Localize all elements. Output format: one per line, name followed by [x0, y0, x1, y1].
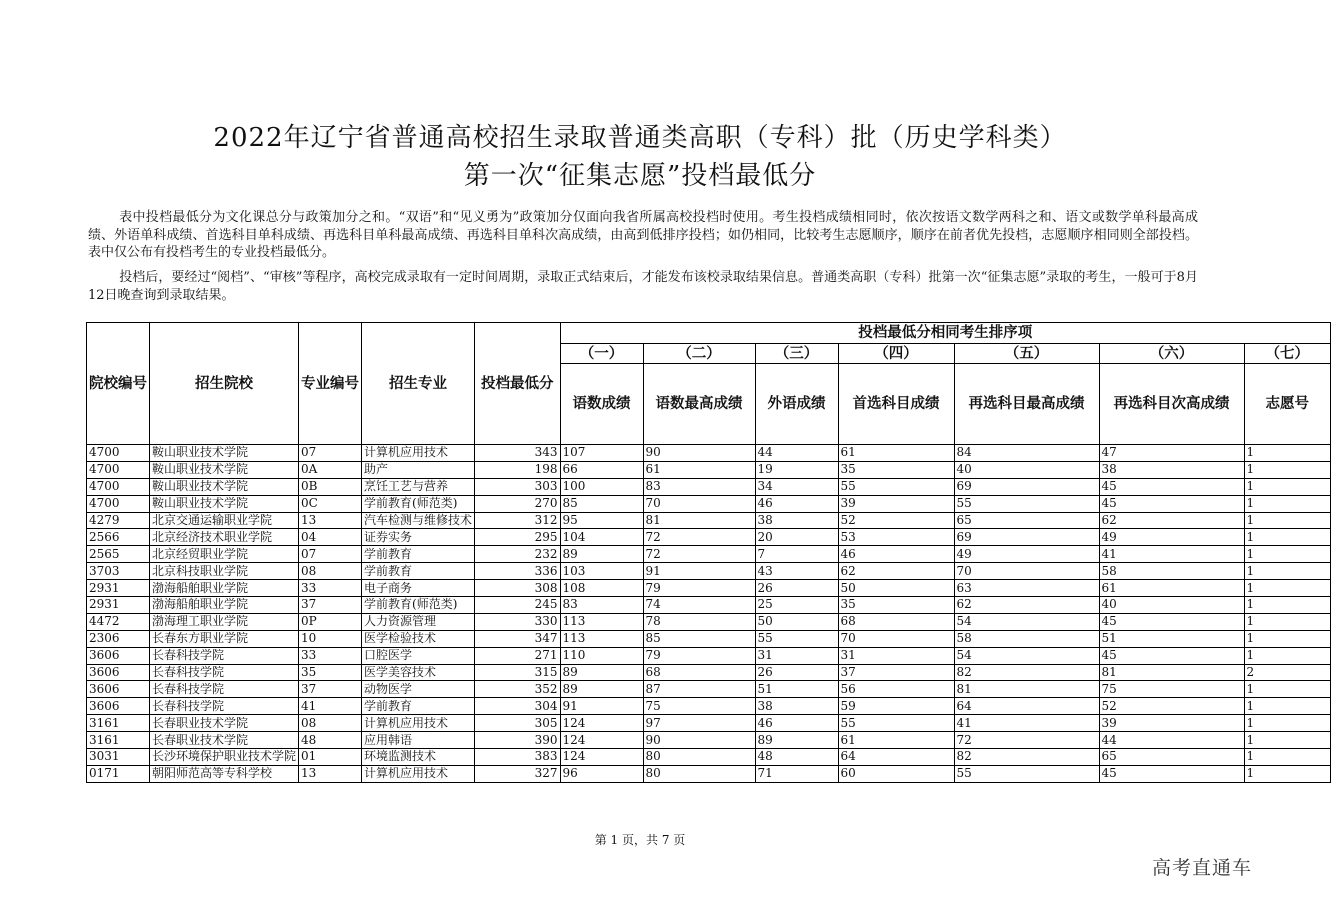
- table-cell: 1: [1244, 546, 1331, 563]
- table-cell: 82: [954, 749, 1099, 766]
- intro-paragraph-1: 表中投档最低分为文化课总分与政策加分之和。“双语”和“见义勇为”政策加分仅面向我省所属高校投档时使用。考生投档成绩相同时，依次按语文数学两科之和、语文或数学单科最高成绩、外语单科成绩、首选科目单科成绩、再选科目单科最高成绩、再选科目单科次高成绩，由高到低排序投档；如仍相同，比较考生志愿顺序，顺序在前者优先投档，志愿顺序相同则全部投档。表中仅公布有投档考生的专业投档最低分。: [88, 210, 1198, 260]
- table-row: [87, 732, 1331, 749]
- table-cell: 51: [1099, 630, 1244, 647]
- table-cell: 2565: [87, 546, 150, 563]
- header-label-6: 再选科目次高成绩: [1099, 364, 1244, 445]
- table-cell: 01: [299, 749, 362, 766]
- table-cell: 26: [755, 580, 838, 597]
- table-cell: 383: [475, 749, 561, 766]
- table-cell: 79: [643, 647, 755, 664]
- table-cell: 65: [954, 512, 1099, 529]
- table-cell: 医学美容技术: [362, 664, 475, 681]
- table-cell: 81: [1099, 664, 1244, 681]
- table-cell: 64: [838, 749, 954, 766]
- table-row: [87, 630, 1331, 647]
- table-cell: 308: [475, 580, 561, 597]
- table-cell: 人力资源管理: [362, 613, 475, 630]
- table-cell: 81: [954, 681, 1099, 698]
- table-cell: 1: [1244, 765, 1331, 782]
- table-cell: 33: [299, 580, 362, 597]
- table-cell: 69: [954, 478, 1099, 495]
- table-cell: 97: [643, 715, 755, 732]
- table-cell: 35: [838, 461, 954, 478]
- table-cell: 45: [1099, 765, 1244, 782]
- table-cell: 1: [1244, 495, 1331, 512]
- table-cell: 医学检验技术: [362, 630, 475, 647]
- table-cell: 89: [755, 732, 838, 749]
- table-cell: 渤海船舶职业学院: [150, 597, 299, 614]
- table-cell: 08: [299, 715, 362, 732]
- table-cell: 10: [299, 630, 362, 647]
- table-cell: 41: [954, 715, 1099, 732]
- table-cell: 104: [560, 529, 643, 546]
- table-cell: 计算机应用技术: [362, 715, 475, 732]
- table-cell: 66: [560, 461, 643, 478]
- table-cell: 口腔医学: [362, 647, 475, 664]
- table-cell: 0B: [299, 478, 362, 495]
- table-cell: 学前教育: [362, 698, 475, 715]
- table-cell: 61: [1099, 580, 1244, 597]
- table-cell: 08: [299, 563, 362, 580]
- table-cell: 305: [475, 715, 561, 732]
- table-cell: 1: [1244, 478, 1331, 495]
- table-cell: 计算机应用技术: [362, 765, 475, 782]
- table-cell: 4700: [87, 495, 150, 512]
- table-cell: 0C: [299, 495, 362, 512]
- header-school: 招生院校: [150, 323, 299, 445]
- table-cell: 75: [1099, 681, 1244, 698]
- table-cell: 74: [643, 597, 755, 614]
- table-cell: 59: [838, 698, 954, 715]
- table-cell: 90: [643, 445, 755, 462]
- table-cell: 52: [838, 512, 954, 529]
- table-cell: 北京交通运输职业学院: [150, 512, 299, 529]
- table-cell: 41: [1099, 546, 1244, 563]
- header-label-7: 志愿号: [1244, 364, 1331, 445]
- table-cell: 44: [755, 445, 838, 462]
- header-major-code: 专业编号: [299, 323, 362, 445]
- header-label-5: 再选科目最高成绩: [954, 364, 1099, 445]
- table-row: [87, 698, 1331, 715]
- table-cell: 学前教育: [362, 563, 475, 580]
- table-cell: 长春东方职业学院: [150, 630, 299, 647]
- table-cell: 54: [954, 613, 1099, 630]
- table-cell: 110: [560, 647, 643, 664]
- table-row: [87, 613, 1331, 630]
- table-cell: 295: [475, 529, 561, 546]
- table-cell: 89: [560, 664, 643, 681]
- table-cell: 2566: [87, 529, 150, 546]
- table-cell: 107: [560, 445, 643, 462]
- table-cell: 4700: [87, 461, 150, 478]
- header-num-7: （七）: [1244, 344, 1331, 364]
- table-cell: 07: [299, 546, 362, 563]
- table-cell: 应用韩语: [362, 732, 475, 749]
- table-cell: 学前教育(师范类): [362, 495, 475, 512]
- table-cell: 113: [560, 630, 643, 647]
- table-cell: 45: [1099, 495, 1244, 512]
- table-cell: 54: [954, 647, 1099, 664]
- table-cell: 1: [1244, 597, 1331, 614]
- table-cell: 72: [954, 732, 1099, 749]
- table-row: [87, 512, 1331, 529]
- table-cell: 245: [475, 597, 561, 614]
- table-cell: 1: [1244, 613, 1331, 630]
- table-cell: 80: [643, 749, 755, 766]
- table-cell: 3703: [87, 563, 150, 580]
- table-cell: 50: [755, 613, 838, 630]
- table-cell: 1: [1244, 749, 1331, 766]
- table-cell: 1: [1244, 732, 1331, 749]
- table-cell: 89: [560, 681, 643, 698]
- table-cell: 61: [643, 461, 755, 478]
- table-cell: 38: [755, 512, 838, 529]
- table-row: [87, 580, 1331, 597]
- header-school-code: 院校编号: [87, 323, 150, 445]
- header-major: 招生专业: [362, 323, 475, 445]
- document-title-line-1: 2022年辽宁省普通高校招生录取普通类高职（专科）批（历史学科类）: [213, 123, 1067, 153]
- table-row: [87, 529, 1331, 546]
- table-cell: 长沙环境保护职业技术学院: [150, 749, 299, 766]
- table-cell: 85: [560, 495, 643, 512]
- table-cell: 13: [299, 512, 362, 529]
- table-row: [87, 664, 1331, 681]
- table-cell: 64: [954, 698, 1099, 715]
- table-cell: 3161: [87, 715, 150, 732]
- table-cell: 长春科技学院: [150, 647, 299, 664]
- document-title-line-2: 第一次“征集志愿”投档最低分: [463, 161, 817, 191]
- table-cell: 46: [755, 715, 838, 732]
- table-cell: 270: [475, 495, 561, 512]
- table-cell: 0171: [87, 765, 150, 782]
- table-cell: 电子商务: [362, 580, 475, 597]
- table-cell: 38: [755, 698, 838, 715]
- table-cell: 312: [475, 512, 561, 529]
- table-cell: 39: [838, 495, 954, 512]
- table-cell: 1: [1244, 715, 1331, 732]
- table-cell: 47: [1099, 445, 1244, 462]
- table-cell: 60: [838, 765, 954, 782]
- table-cell: 78: [643, 613, 755, 630]
- table-cell: 37: [299, 597, 362, 614]
- table-cell: 渤海理工职业学院: [150, 613, 299, 630]
- table-cell: 327: [475, 765, 561, 782]
- table-cell: 232: [475, 546, 561, 563]
- table-cell: 56: [838, 681, 954, 698]
- table-cell: 北京经济技术职业学院: [150, 529, 299, 546]
- table-cell: 3606: [87, 647, 150, 664]
- table-cell: 渤海船舶职业学院: [150, 580, 299, 597]
- table-cell: 83: [643, 478, 755, 495]
- table-cell: 1: [1244, 580, 1331, 597]
- table-cell: 352: [475, 681, 561, 698]
- table-cell: 55: [954, 495, 1099, 512]
- table-cell: 鞍山职业技术学院: [150, 461, 299, 478]
- table-cell: 25: [755, 597, 838, 614]
- header-num-3: （三）: [755, 344, 838, 364]
- table-cell: 85: [643, 630, 755, 647]
- table-cell: 1: [1244, 529, 1331, 546]
- table-cell: 41: [299, 698, 362, 715]
- table-cell: 2931: [87, 580, 150, 597]
- table-cell: 学前教育: [362, 546, 475, 563]
- table-cell: 1: [1244, 630, 1331, 647]
- table-cell: 1: [1244, 563, 1331, 580]
- table-cell: 汽车检测与维修技术: [362, 512, 475, 529]
- table-cell: 70: [643, 495, 755, 512]
- score-table: [86, 322, 1331, 783]
- table-cell: 75: [643, 698, 755, 715]
- table-cell: 07: [299, 445, 362, 462]
- header-ranking-group: 投档最低分相同考生排序项: [560, 323, 1331, 344]
- table-cell: 44: [1099, 732, 1244, 749]
- table-cell: 100: [560, 478, 643, 495]
- table-cell: 学前教育(师范类): [362, 597, 475, 614]
- table-cell: 124: [560, 732, 643, 749]
- table-cell: 40: [1099, 597, 1244, 614]
- header-num-5: （五）: [954, 344, 1099, 364]
- table-cell: 1: [1244, 698, 1331, 715]
- table-row: [87, 647, 1331, 664]
- table-cell: 70: [838, 630, 954, 647]
- table-row: [87, 681, 1331, 698]
- watermark: 高考直通车: [1151, 857, 1252, 879]
- header-num-4: （四）: [838, 344, 954, 364]
- table-cell: 4279: [87, 512, 150, 529]
- table-cell: 390: [475, 732, 561, 749]
- header-label-1: 语数成绩: [560, 364, 643, 445]
- table-cell: 35: [299, 664, 362, 681]
- table-cell: 朝阳师范高等专科学校: [150, 765, 299, 782]
- table-cell: 52: [1099, 698, 1244, 715]
- table-cell: 2931: [87, 597, 150, 614]
- table-cell: 鞍山职业技术学院: [150, 478, 299, 495]
- table-cell: 0A: [299, 461, 362, 478]
- table-cell: 35: [838, 597, 954, 614]
- table-cell: 91: [643, 563, 755, 580]
- table-cell: 71: [755, 765, 838, 782]
- table-cell: 19: [755, 461, 838, 478]
- table-cell: 124: [560, 715, 643, 732]
- table-cell: 271: [475, 647, 561, 664]
- table-cell: 68: [643, 664, 755, 681]
- table-cell: 90: [643, 732, 755, 749]
- table-cell: 33: [299, 647, 362, 664]
- table-cell: 0P: [299, 613, 362, 630]
- table-cell: 证券实务: [362, 529, 475, 546]
- table-cell: 51: [755, 681, 838, 698]
- table-cell: 103: [560, 563, 643, 580]
- table-cell: 38: [1099, 461, 1244, 478]
- table-cell: 长春职业技术学院: [150, 732, 299, 749]
- header-label-3: 外语成绩: [755, 364, 838, 445]
- table-cell: 81: [643, 512, 755, 529]
- intro-paragraph-2: 投档后，要经过“阅档”、“审核”等程序，高校完成录取有一定时间周期，录取正式结束后，才能发布该校录取结果信息。普通类高职（专科）批第一次“征集志愿”录取的考生，一般可于8月12日晚查询到录取结果。: [88, 270, 1198, 303]
- table-cell: 69: [954, 529, 1099, 546]
- table-row: [87, 765, 1331, 782]
- table-row: [87, 546, 1331, 563]
- table-cell: 50: [838, 580, 954, 597]
- table-row: [87, 563, 1331, 580]
- table-cell: 鞍山职业技术学院: [150, 495, 299, 512]
- header-num-1: （一）: [560, 344, 643, 364]
- table-cell: 45: [1099, 478, 1244, 495]
- table-cell: 45: [1099, 647, 1244, 664]
- table-cell: 长春科技学院: [150, 698, 299, 715]
- table-cell: 58: [954, 630, 1099, 647]
- table-cell: 北京经贸职业学院: [150, 546, 299, 563]
- table-cell: 1: [1244, 512, 1331, 529]
- table-cell: 长春职业技术学院: [150, 715, 299, 732]
- table-cell: 330: [475, 613, 561, 630]
- table-cell: 87: [643, 681, 755, 698]
- table-cell: 303: [475, 478, 561, 495]
- table-cell: 108: [560, 580, 643, 597]
- header-min-score: 投档最低分: [475, 323, 561, 445]
- table-cell: 7: [755, 546, 838, 563]
- table-cell: 长春科技学院: [150, 664, 299, 681]
- table-cell: 计算机应用技术: [362, 445, 475, 462]
- table-cell: 65: [1099, 749, 1244, 766]
- table-cell: 34: [755, 478, 838, 495]
- table-cell: 304: [475, 698, 561, 715]
- table-cell: 83: [560, 597, 643, 614]
- table-cell: 1: [1244, 461, 1331, 478]
- table-cell: 49: [1099, 529, 1244, 546]
- table-cell: 336: [475, 563, 561, 580]
- page-footer: 第 1 页，共 7 页: [594, 833, 686, 847]
- table-cell: 3606: [87, 681, 150, 698]
- table-cell: 48: [755, 749, 838, 766]
- table-cell: 198: [475, 461, 561, 478]
- header-label-4: 首选科目成绩: [838, 364, 954, 445]
- table-cell: 124: [560, 749, 643, 766]
- table-cell: 89: [560, 546, 643, 563]
- header-num-6: （六）: [1099, 344, 1244, 364]
- table-row: [87, 495, 1331, 512]
- table-cell: 37: [299, 681, 362, 698]
- table-row: [87, 478, 1331, 495]
- table-cell: 61: [838, 732, 954, 749]
- table-cell: 82: [954, 664, 1099, 681]
- table-cell: 79: [643, 580, 755, 597]
- table-cell: 96: [560, 765, 643, 782]
- table-cell: 长春科技学院: [150, 681, 299, 698]
- table-cell: 39: [1099, 715, 1244, 732]
- table-cell: 70: [954, 563, 1099, 580]
- table-row: [87, 749, 1331, 766]
- table-cell: 46: [755, 495, 838, 512]
- table-cell: 1: [1244, 647, 1331, 664]
- header-row-group: [87, 323, 1331, 344]
- table-row: [87, 597, 1331, 614]
- table-cell: 烹饪工艺与营养: [362, 478, 475, 495]
- table-cell: 95: [560, 512, 643, 529]
- table-cell: 13: [299, 765, 362, 782]
- table-cell: 4700: [87, 478, 150, 495]
- table-cell: 91: [560, 698, 643, 715]
- table-cell: 3161: [87, 732, 150, 749]
- table-cell: 助产: [362, 461, 475, 478]
- table-cell: 20: [755, 529, 838, 546]
- table-cell: 62: [1099, 512, 1244, 529]
- table-row: [87, 461, 1331, 478]
- table-cell: 49: [954, 546, 1099, 563]
- table-cell: 40: [954, 461, 1099, 478]
- table-cell: 48: [299, 732, 362, 749]
- table-cell: 55: [954, 765, 1099, 782]
- table-cell: 80: [643, 765, 755, 782]
- table-cell: 53: [838, 529, 954, 546]
- table-cell: 58: [1099, 563, 1244, 580]
- table-cell: 3031: [87, 749, 150, 766]
- table-cell: 343: [475, 445, 561, 462]
- table-cell: 1: [1244, 681, 1331, 698]
- header-label-2: 语数最高成绩: [643, 364, 755, 445]
- table-cell: 鞍山职业技术学院: [150, 445, 299, 462]
- table-cell: 4472: [87, 613, 150, 630]
- table-cell: 1: [1244, 445, 1331, 462]
- table-cell: 113: [560, 613, 643, 630]
- table-cell: 2306: [87, 630, 150, 647]
- table-cell: 347: [475, 630, 561, 647]
- table-cell: 45: [1099, 613, 1244, 630]
- table-cell: 55: [755, 630, 838, 647]
- table-cell: 3606: [87, 698, 150, 715]
- table-body: [87, 445, 1331, 783]
- table-cell: 55: [838, 478, 954, 495]
- table-cell: 31: [838, 647, 954, 664]
- table-cell: 72: [643, 529, 755, 546]
- table-cell: 37: [838, 664, 954, 681]
- table-cell: 68: [838, 613, 954, 630]
- table-row: [87, 445, 1331, 462]
- header-num-2: （二）: [643, 344, 755, 364]
- table-cell: 61: [838, 445, 954, 462]
- table-cell: 北京科技职业学院: [150, 563, 299, 580]
- table-cell: 84: [954, 445, 1099, 462]
- table-cell: 环境监测技术: [362, 749, 475, 766]
- table-cell: 46: [838, 546, 954, 563]
- table-row: [87, 715, 1331, 732]
- table-cell: 26: [755, 664, 838, 681]
- table-cell: 63: [954, 580, 1099, 597]
- table-cell: 3606: [87, 664, 150, 681]
- table-cell: 55: [838, 715, 954, 732]
- table-cell: 62: [838, 563, 954, 580]
- table-cell: 62: [954, 597, 1099, 614]
- table-cell: 315: [475, 664, 561, 681]
- table-cell: 动物医学: [362, 681, 475, 698]
- table-cell: 31: [755, 647, 838, 664]
- table-cell: 2: [1244, 664, 1331, 681]
- table-cell: 4700: [87, 445, 150, 462]
- table-cell: 43: [755, 563, 838, 580]
- table-cell: 04: [299, 529, 362, 546]
- table-cell: 72: [643, 546, 755, 563]
